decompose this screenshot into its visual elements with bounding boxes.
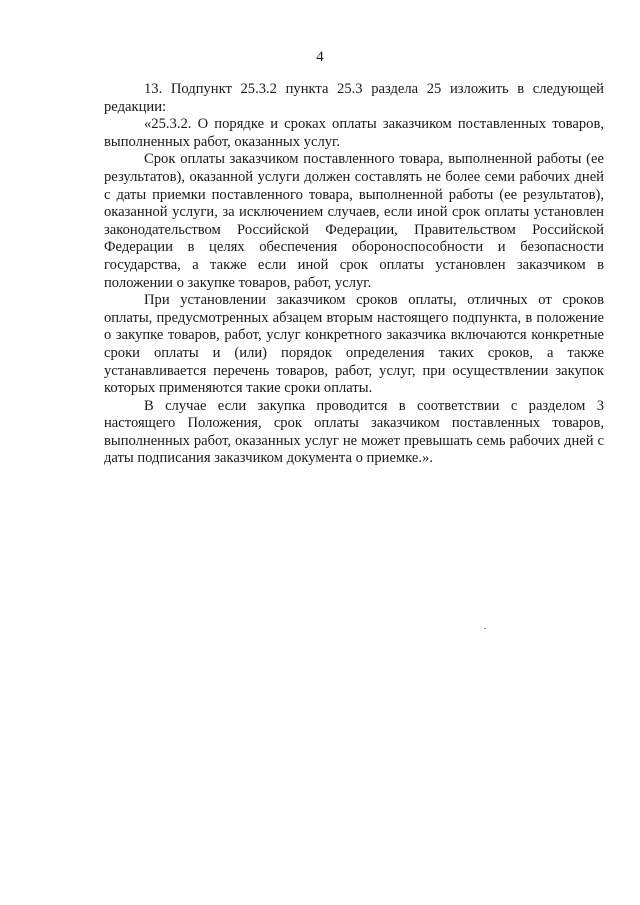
paragraph-subclause-heading: «25.3.2. О порядке и сроках оплаты заказчиком поставленных товаров, выполненных работ, оказанных услуг. <box>104 116 604 150</box>
paragraph-payment-term: Срок оплаты заказчиком поставленного товара, выполненной работы (ее результатов), оказанной услуги должен составлять не более семи рабочих дней с даты приемки поставленного товара, выполненной работы (ее результатов), оказанной услуги, за исключением случаев, если иной срок оплаты установлен законодательством Российской Федерации, Правительством Российской Федерации в целях обеспечения обороноспособности и безопасности государства, а также если иной срок оплаты установлен заказчиком в положении о закупке товаров, работ, услуг. <box>104 151 604 291</box>
scan-speck <box>484 628 486 629</box>
paragraph-other-terms: При установлении заказчиком сроков оплаты, отличных от сроков оплаты, предусмотренных абзацем вторым настоящего подпункта, в положение о закупке товаров, работ, услуг конкретного заказчика включаются конкретные сроки оплаты и (или) порядок определения таких сроков, а также устанавливается перечень товаров, работ, услуг, при осуществлении закупок которых применяются такие сроки оплаты. <box>104 292 604 397</box>
paragraph-section-3-case: В случае если закупка проводится в соответствии с разделом 3 настоящего Положения, срок оплаты заказчиком поставленных товаров, выполненных работ, оказанных услуг не может превышать семь рабочих дней с даты подписания заказчиком документа о приемке.». <box>104 397 604 467</box>
page-number: 4 <box>316 49 324 65</box>
document-body <box>104 81 604 468</box>
paragraph-amendment-13: 13. Подпункт 25.3.2 пункта 25.3 раздела 25 изложить в следующей редакции: <box>104 81 604 115</box>
